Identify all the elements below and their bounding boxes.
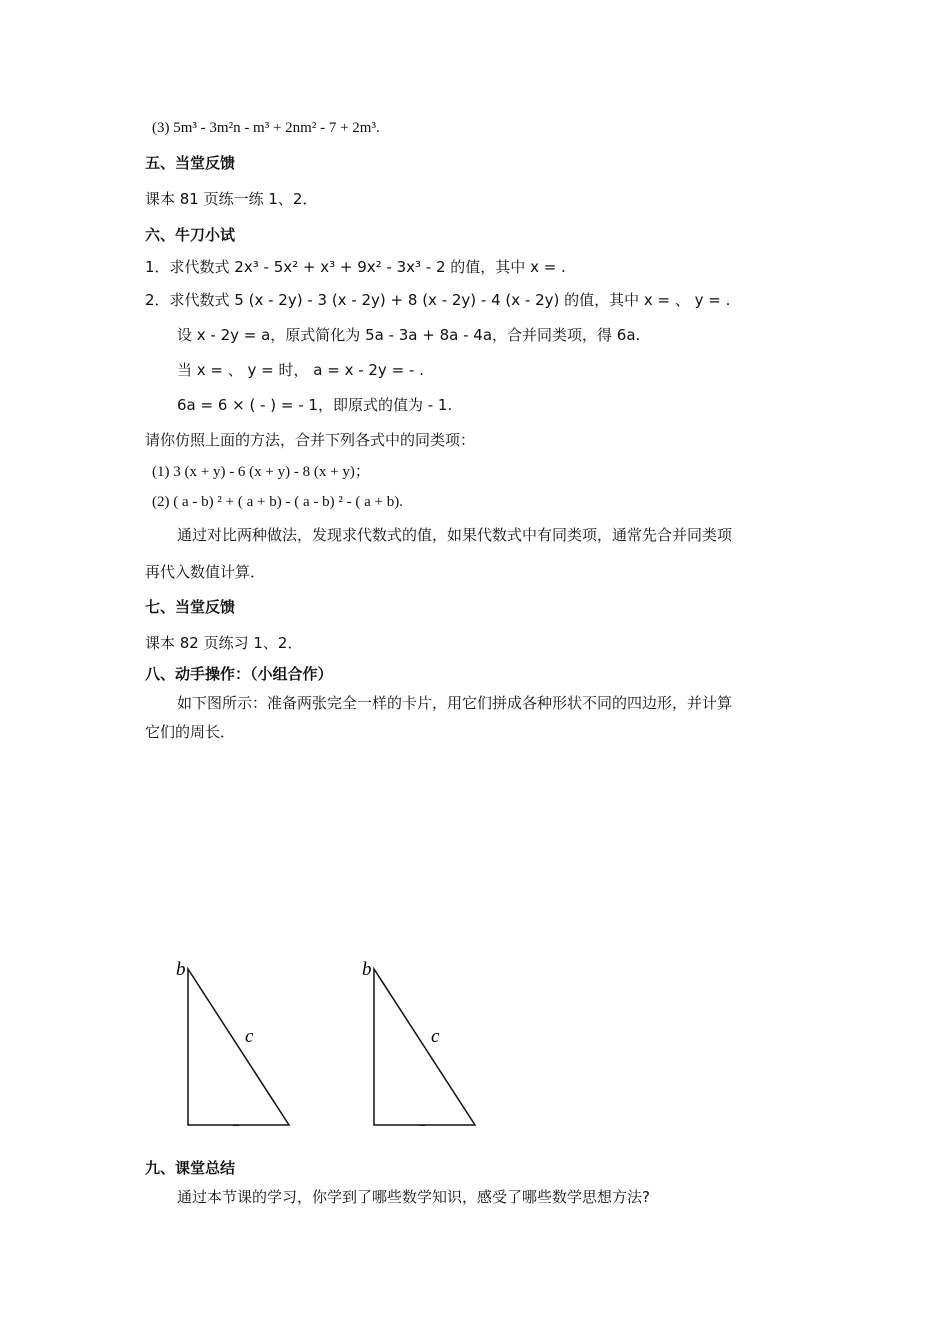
section-7-heading: 七、当堂反馈	[145, 598, 236, 616]
triangle-2-outline	[374, 969, 475, 1125]
section-5-text: 课本 81 页练一练 1、2．	[145, 190, 318, 208]
exercise-prompt: 请你仿照上面的方法，合并下列各式中的同类项：	[145, 431, 476, 449]
solution-step-3: 6a = 6 × ( - ) = - 1，即原式的值为 - 1.	[177, 396, 453, 414]
section-6-heading: 六、牛刀小试	[145, 226, 236, 244]
section-7-text: 课本 82 页练习 1、2．	[145, 634, 303, 652]
figure-bottom-mask	[180, 1126, 480, 1138]
summary-question: 通过本节课的学习，你学到了哪些数学知识，感受了哪些数学思想方法?	[177, 1188, 650, 1206]
comparison-text-cont: 再代入数值计算．	[145, 563, 266, 581]
expression-3: (3) 5m³ - 3m²n - m³ + 2nm² - 7 + 2m³.	[152, 120, 380, 136]
triangle-card-2	[362, 959, 475, 1139]
triangle-card-1	[176, 959, 289, 1139]
solution-step-2: 当 x = 、 y = 时， a = x - 2y = - .	[177, 361, 424, 379]
triangle-1-label-c: c	[245, 1026, 254, 1047]
triangle-2-label-c: c	[431, 1026, 440, 1047]
exercise-1: (1) 3 (x + y) - 6 (x + y) - 8 (x + y)；	[152, 464, 370, 480]
section-5-heading: 五、当堂反馈	[145, 154, 236, 172]
solution-step-1: 设 x - 2y = a，原式简化为 5a - 3a + 8a - 4a，合并同类项，得 6a.	[177, 326, 641, 344]
triangle-2-label-b: b	[362, 959, 372, 980]
activity-text-cont: 它们的周长．	[145, 723, 236, 741]
exercise-2: (2) ( a - b) ² + ( a + b) - ( a - b) ² - ( a + b).	[152, 494, 403, 510]
activity-text: 如下图所示：准备两张完全一样的卡片，用它们拼成各种形状不同的四边形，并计算	[177, 694, 733, 712]
section-9-heading: 九、课堂总结	[145, 1159, 236, 1177]
section-8-heading: 八、动手操作：（小组合作）	[145, 665, 333, 683]
triangle-1-outline	[188, 969, 289, 1125]
comparison-text: 通过对比两种做法，发现求代数式的值，如果代数式中有同类项，通常先合并同类项	[177, 526, 733, 544]
problem-2: 2．求代数式 5 (x - 2y) - 3 (x - 2y) + 8 (x - 2y) - 4 (x - 2y) 的值，其中 x = 、 y = .	[145, 291, 731, 309]
problem-1: 1．求代数式 2x³ - 5x² + x³ + 9x² - 3x³ - 2 的值，其中 x = .	[145, 258, 566, 276]
triangle-1-label-b: b	[176, 959, 186, 980]
